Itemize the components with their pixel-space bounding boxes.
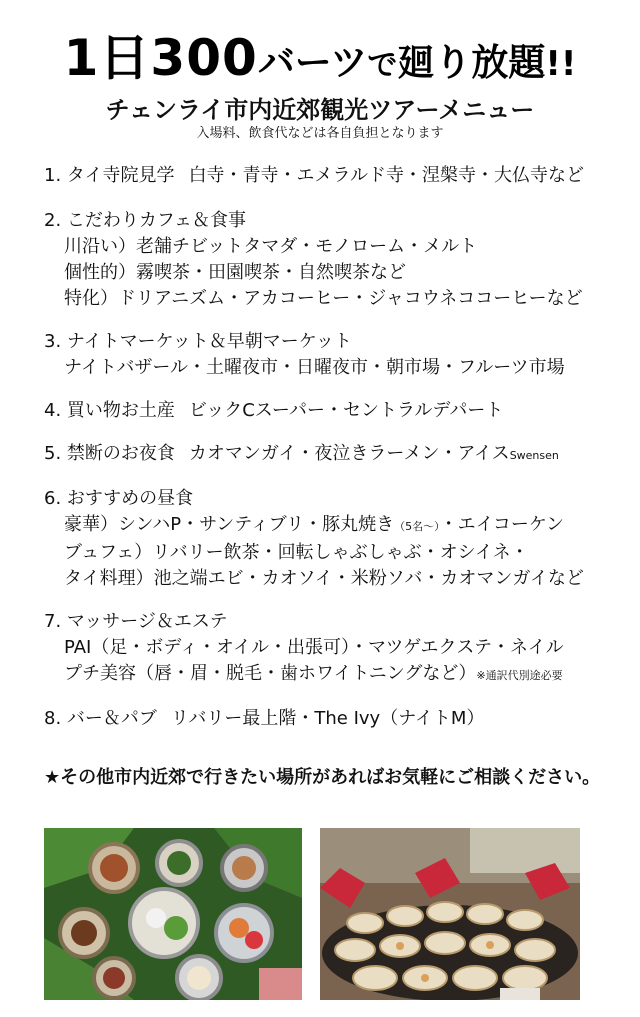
menu-item-5	[44, 441, 624, 469]
item-line-small: （5名～）	[394, 520, 440, 533]
contact-invitation: ★その他市内近郊で行きたい場所があればお気軽にご相談ください。	[44, 767, 601, 788]
item-line: 豪華）シンハP・サンティブリ・豚丸焼き	[64, 514, 395, 535]
item-line: 特化）ドリアニズム・アカコーヒー・ジャコウネココーヒーなど	[64, 288, 583, 309]
item-number: 8.	[44, 708, 62, 729]
headline-main: 廻り放題	[397, 41, 546, 84]
item-line: 川沿い）老舗チビットタマダ・モノローム・メルト	[64, 236, 478, 257]
item-title: 買い物お土産	[66, 400, 175, 421]
item-title: タイ寺院見学	[66, 165, 175, 186]
item-line: プチ美容（唇・眉・脱毛・歯ホワイトニングなど）	[64, 663, 477, 684]
item-detail: リバリー最上階・The Ivy（ナイトM）	[170, 708, 485, 729]
menu-item-7	[44, 609, 624, 689]
headline-unit: バーツ	[257, 41, 368, 84]
item-number: 6.	[44, 488, 62, 509]
dim-sum-photo	[320, 828, 580, 1000]
item-detail: カオマンガイ・夜泣きラーメン・アイス	[188, 443, 510, 464]
item-number: 3.	[44, 331, 62, 352]
item-detail: ビックCスーパー・セントラルデパート	[188, 400, 504, 421]
menu-item-6	[44, 486, 624, 592]
item-title: マッサージ＆エステ	[66, 611, 228, 632]
cost-note: 入場料、飲食代などは各自負担となります	[196, 126, 444, 141]
headline-particle: で	[367, 48, 398, 83]
tour-menu-list	[44, 163, 624, 749]
menu-item-8	[44, 706, 624, 732]
item-title: おすすめの昼食	[66, 488, 194, 509]
item-line: ナイトバザール・土曜夜市・日曜夜市・朝市場・フルーツ市場	[64, 357, 565, 378]
menu-item-1	[44, 163, 624, 189]
item-line-small: ※通訳代別途必要	[476, 669, 563, 682]
item-number: 1.	[44, 165, 62, 186]
menu-item-3	[44, 329, 624, 381]
item-detail: 白寺・青寺・エメラルド寺・涅槃寺・大仏寺など	[188, 165, 585, 186]
item-line: タイ料理）池之端エビ・カオソイ・米粉ソバ・カオマンガイなど	[64, 568, 584, 589]
headline	[0, 18, 640, 90]
item-title: ナイトマーケット＆早朝マーケット	[66, 331, 352, 352]
item-line: ブュフェ）リバリー飲茶・回転しゃぶしゃぶ・オシイネ・	[64, 542, 529, 563]
item-line-tail: ・エイコーケン	[439, 514, 564, 535]
headline-number: 1日300	[63, 29, 258, 87]
menu-item-4	[44, 398, 624, 424]
item-title: こだわりカフェ＆食事	[66, 210, 247, 231]
item-line: 個性的）霧喫茶・田園喫茶・自然喫茶など	[64, 262, 406, 283]
item-number: 2.	[44, 210, 62, 231]
thai-food-photo	[44, 828, 302, 1000]
item-detail-small: Swensen	[509, 449, 559, 462]
item-title: 禁断のお夜食	[66, 443, 175, 464]
item-number: 5.	[44, 443, 62, 464]
headline-exclamation: !!	[545, 44, 577, 84]
item-title: バー＆パブ	[66, 708, 157, 729]
item-number: 7.	[44, 611, 62, 632]
item-line: PAI（足・ボディ・オイル・出張可）・マツゲエクステ・ネイル	[64, 637, 564, 658]
item-number: 4.	[44, 400, 62, 421]
page-subtitle: チェンライ市内近郊観光ツアーメニュー	[105, 96, 535, 124]
menu-item-2	[44, 208, 624, 312]
